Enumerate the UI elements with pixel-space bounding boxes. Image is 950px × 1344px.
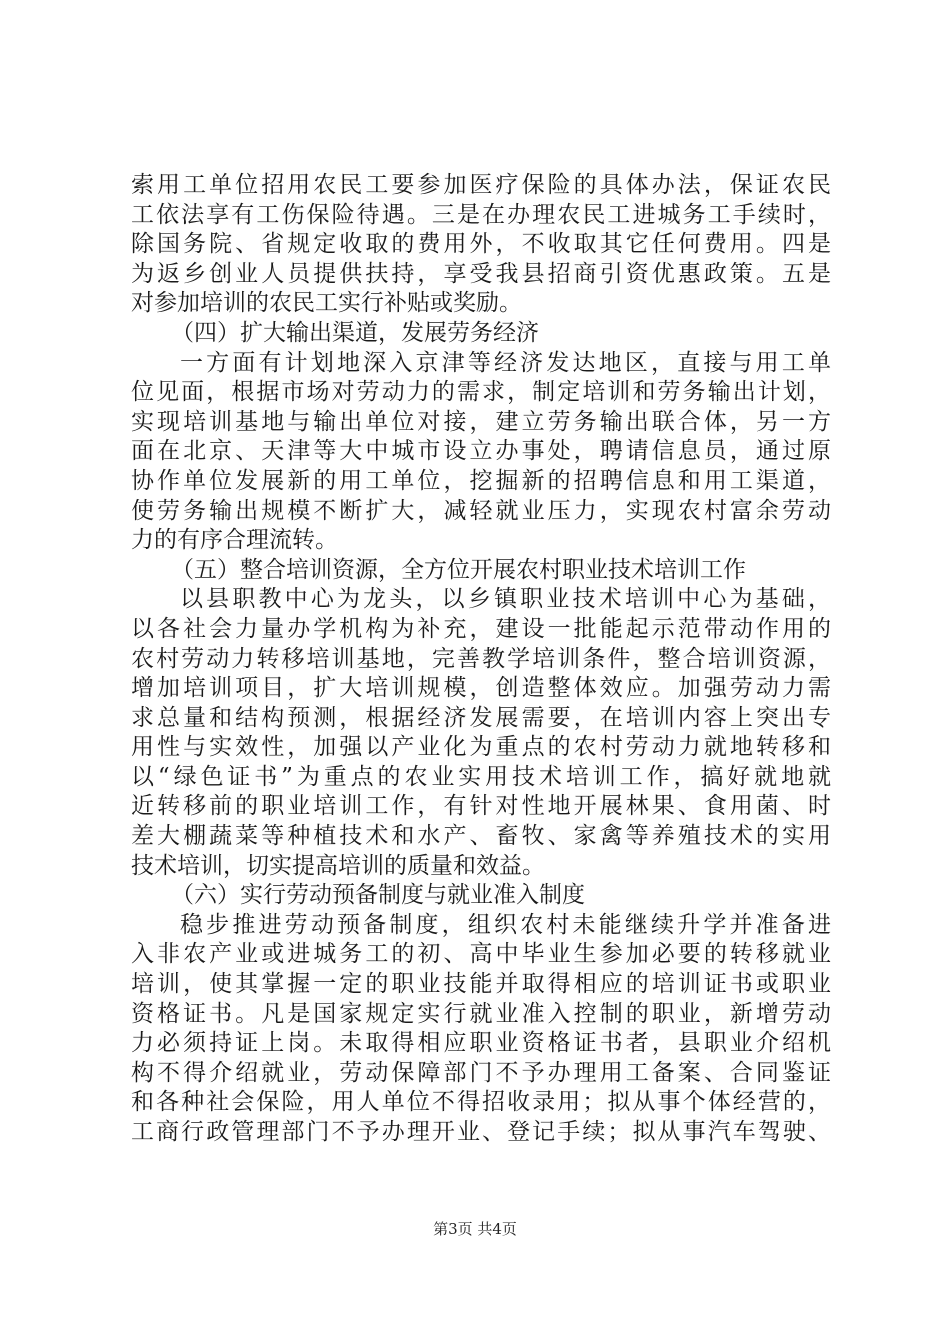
text-line: 农村劳动力转移培训基地，完善教学培训条件，整合培训资源， xyxy=(131,645,831,672)
text-line: 工商行政管理部门不予办理开业、登记手续；拟从事汽车驾驶、 xyxy=(131,1119,831,1145)
text-line: 资格证书。凡是国家规定实行就业准入控制的职业，新增劳动 xyxy=(131,1000,831,1027)
text-line: （五）整合培训资源，全方位开展农村职业技术培训工作 xyxy=(171,556,746,583)
text-line: （四）扩大输出渠道，发展劳务经济 xyxy=(171,319,539,346)
text-line: 工依法享有工伤保险待遇。三是在办理农民工进城务工手续时， xyxy=(131,201,831,228)
text-line: 使劳务输出规模不断扩大，减轻就业压力，实现农村富余劳动 xyxy=(131,497,831,524)
section-heading xyxy=(131,319,831,349)
text-line: 协作单位发展新的用工单位，挖掘新的招聘信息和用工渠道， xyxy=(131,467,831,494)
section-heading xyxy=(131,556,831,586)
body-paragraph xyxy=(131,171,831,319)
text-line: 培训，使其掌握一定的职业技能并取得相应的培训证书或职业 xyxy=(131,971,831,998)
section-heading xyxy=(131,881,831,911)
text-line: 以县职教中心为龙头，以乡镇职业技术培训中心为基础， xyxy=(180,586,831,613)
body-paragraph xyxy=(131,349,831,556)
text-line: 近转移前的职业培训工作，有针对性地开展林果、食用菌、时 xyxy=(131,793,831,820)
text-line: 一方面有计划地深入京津等经济发达地区，直接与用工单 xyxy=(180,349,831,376)
body-paragraph xyxy=(131,911,831,1148)
text-line: 求总量和结构预测，根据经济发展需要，在培训内容上突出专 xyxy=(131,704,831,731)
text-line: 稳步推进劳动预备制度，组织农村未能继续升学并准备进 xyxy=(180,911,831,938)
text-line: （六）实行劳动预备制度与就业准入制度 xyxy=(171,882,585,909)
text-line: 力必须持证上岗。未取得相应职业资格证书者，县职业介绍机 xyxy=(131,1030,831,1057)
text-line: 位见面，根据市场对劳动力的需求，制定培训和劳务输出计划， xyxy=(131,379,831,406)
document-body xyxy=(131,171,831,1148)
text-line: 用性与实效性，加强以产业化为重点的农村劳动力就地转移和 xyxy=(131,734,831,761)
text-line: 以各社会力量办学机构为补充，建设一批能起示范带动作用的 xyxy=(131,615,831,642)
text-line: 面在北京、天津等大中城市设立办事处，聘请信息员，通过原 xyxy=(131,438,831,465)
text-line: 以“绿色证书”为重点的农业实用技术培训工作，搞好就地就 xyxy=(131,763,831,790)
text-line: 为返乡创业人员提供扶持，享受我县招商引资优惠政策。五是 xyxy=(131,260,831,287)
text-line: 和各种社会保险，用人单位不得招收录用；拟从事个体经营的， xyxy=(131,1089,831,1116)
page-footer: 第3页 共4页 xyxy=(433,1220,517,1238)
text-line: 对参加培训的农民工实行补贴或奖励。 xyxy=(131,290,522,317)
text-line: 构不得介绍就业，劳动保障部门不予办理用工备案、合同鉴证 xyxy=(131,1059,831,1086)
text-line: 力的有序合理流转。 xyxy=(131,527,338,554)
body-paragraph xyxy=(131,585,831,881)
text-line: 除国务院、省规定收取的费用外，不收取其它任何费用。四是 xyxy=(131,231,831,258)
text-line: 差大棚蔬菜等种植技术和水产、畜牧、家禽等养殖技术的实用 xyxy=(131,823,831,850)
text-line: 实现培训基地与输出单位对接，建立劳务输出联合体，另一方 xyxy=(131,408,831,435)
text-line: 技术培训，切实提高培训的质量和效益。 xyxy=(131,852,545,879)
text-line: 入非农产业或进城务工的初、高中毕业生参加必要的转移就业 xyxy=(131,941,831,968)
text-line: 增加培训项目，扩大培训规模，创造整体效应。加强劳动力需 xyxy=(131,675,831,702)
text-line: 索用工单位招用农民工要参加医疗保险的具体办法，保证农民 xyxy=(131,172,831,198)
